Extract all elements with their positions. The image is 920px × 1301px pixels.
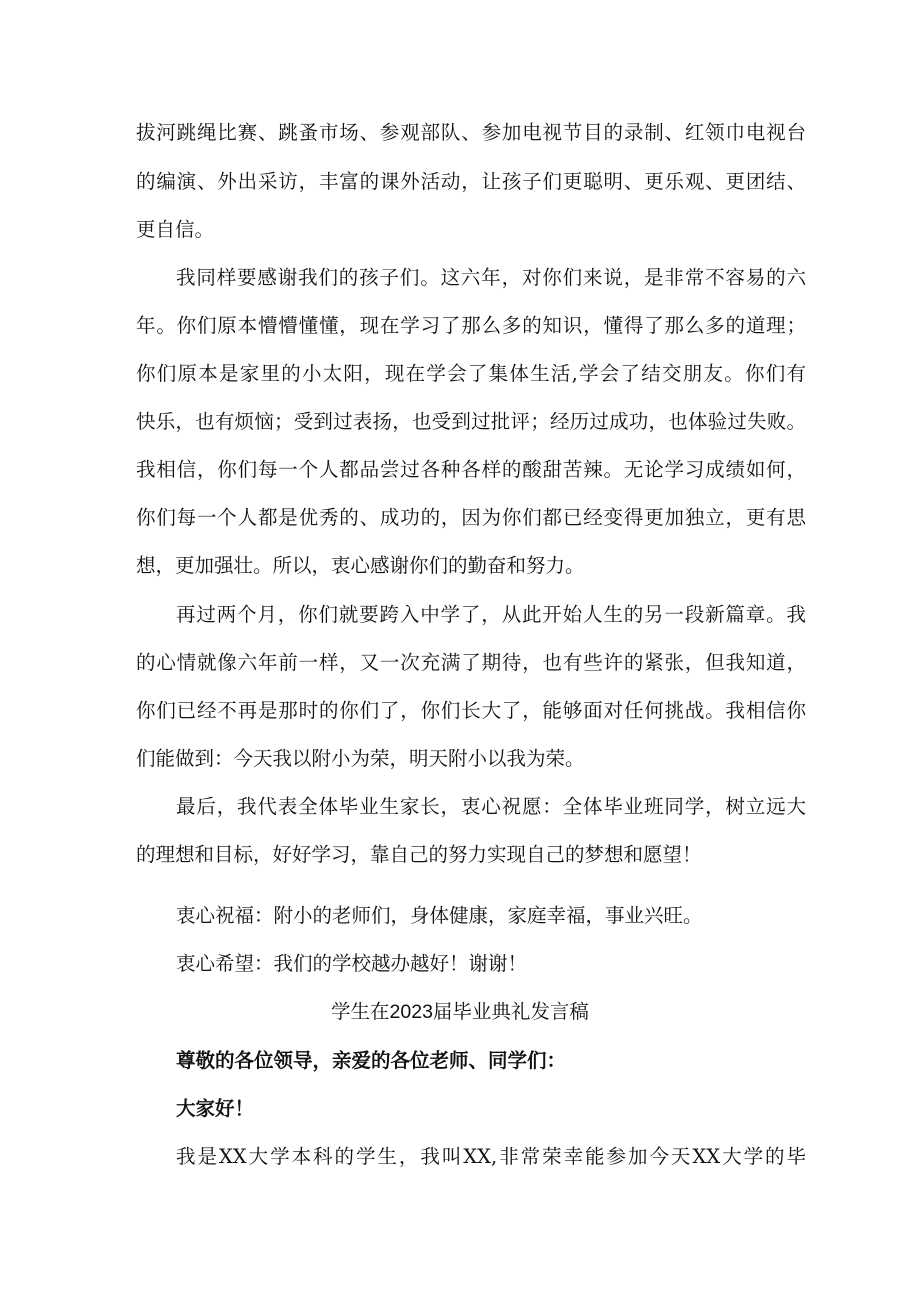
paragraph-line: 更自信。 — [136, 218, 215, 241]
paragraph-line: 我是XX大学本科的学生，我叫XX,非常荣幸能参加今天XX大学的毕 — [176, 1145, 806, 1168]
section-title: 学生在2023届毕业典礼发言稿 — [331, 1001, 589, 1023]
paragraph-line: 你们原本是家里的小太阳，现在学会了集体生活,学会了结交朋友。你们有 — [136, 362, 806, 385]
paragraph-line: 的心情就像六年前一样，又一次充满了期待，也有些许的紧张，但我知道， — [136, 651, 806, 674]
paragraph-line: 快乐，也有烦恼；受到过表扬，也受到过批评；经历过成功，也体验过失败。 — [136, 410, 806, 433]
paragraph-line: 最后，我代表全体毕业生家长，衷心祝愿：全体毕业班同学，树立远大 — [176, 795, 806, 818]
paragraph-line: 想，更加强壮。所以，衷心感谢你们的勤奋和努力。 — [136, 554, 585, 577]
paragraph-line: 你们每一个人都是优秀的、成功的，因为你们都已经变得更加独立，更有思 — [136, 506, 806, 529]
paragraph-line: 的编演、外出采访，丰富的课外活动，让孩子们更聪明、更乐观、更团结、 — [136, 170, 806, 193]
salutation: 尊敬的各位领导，亲爱的各位老师、同学们： — [176, 1049, 567, 1072]
paragraph-line: 们能做到：今天我以附小为荣，明天附小以我为荣。 — [136, 747, 585, 770]
paragraph-line: 拔河跳绳比赛、跳蚤市场、参观部队、参加电视节目的录制、红领巾电视台 — [136, 121, 806, 144]
greeting: 大家好！ — [176, 1097, 255, 1120]
paragraph-line: 的理想和目标，好好学习，靠自己的努力实现自己的梦想和愿望！ — [136, 843, 702, 866]
paragraph-line: 你们已经不再是那时的你们了，你们长大了，能够面对任何挑战。我相信你 — [136, 699, 806, 722]
paragraph-line: 我同样要感谢我们的孩子们。这六年，对你们来说，是非常不容易的六 — [176, 266, 806, 289]
paragraph-line: 我相信，你们每一个人都品尝过各种各样的酸甜苦辣。无论学习成绩如何， — [136, 458, 806, 481]
paragraph-line: 衷心祝福：附小的老师们，身体健康，家庭幸福，事业兴旺。 — [176, 904, 703, 927]
paragraph-line: 再过两个月，你们就要跨入中学了，从此开始人生的另一段新篇章。我 — [176, 603, 806, 626]
paragraph-line: 年。你们原本懵懵懂懂，现在学习了那么多的知识，懂得了那么多的道理； — [136, 314, 806, 337]
paragraph-line: 衷心希望：我们的学校越办越好！谢谢！ — [176, 952, 528, 975]
